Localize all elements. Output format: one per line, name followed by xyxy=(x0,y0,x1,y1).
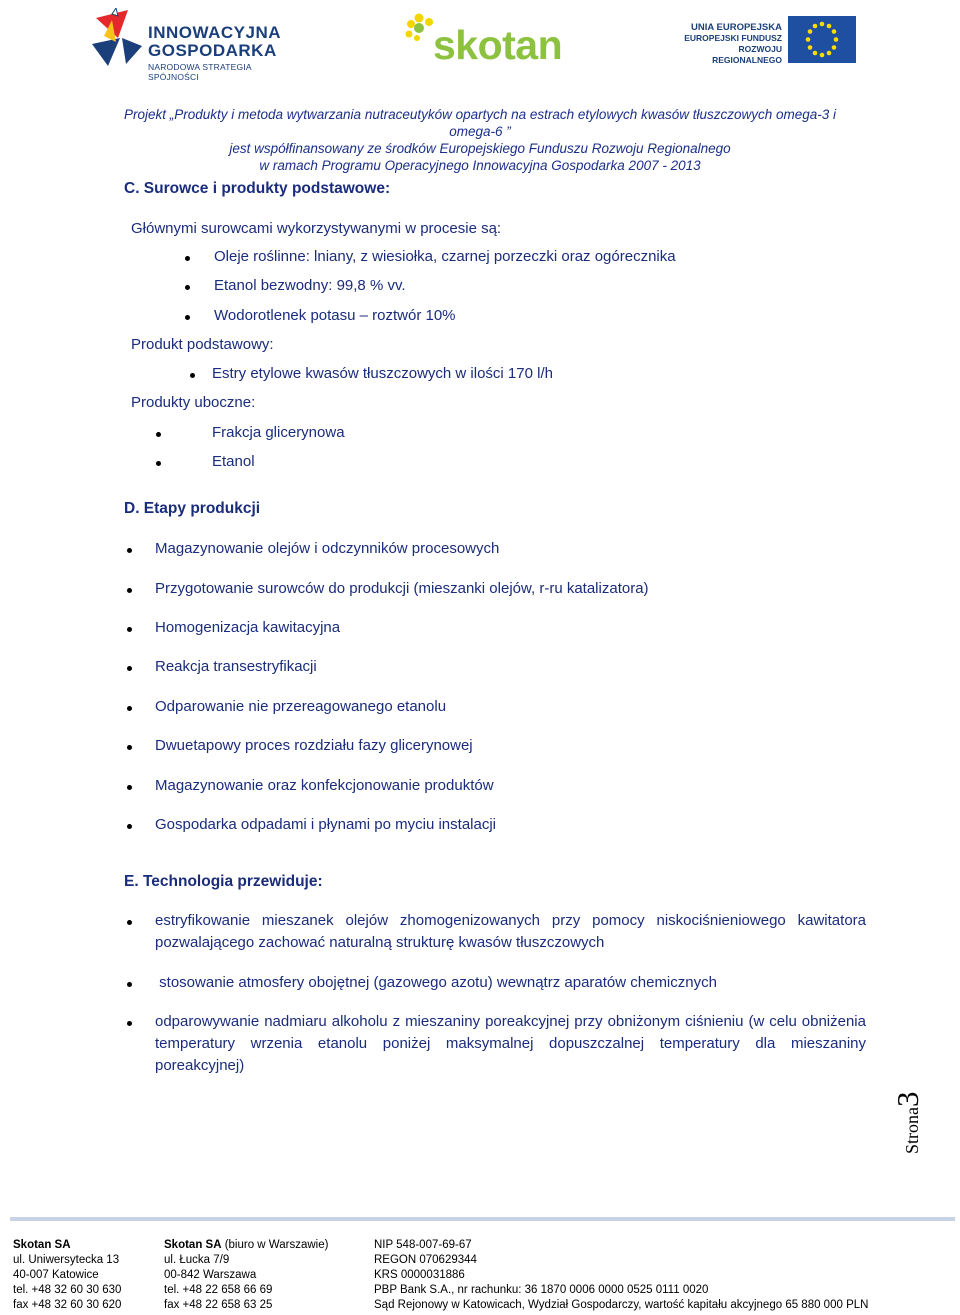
footer-divider xyxy=(10,1217,955,1221)
section-c-intro: Głównymi surowcami wykorzystywanymi w procesie są: xyxy=(131,220,502,237)
page-word: Strona xyxy=(902,1107,922,1154)
section-e-heading: E. Technologia przewiduje: xyxy=(124,873,323,890)
company-name: Skotan SA xyxy=(13,1239,71,1251)
production-step: Gospodarka odpadami i płynami po myciu instalacji xyxy=(155,816,497,833)
innowacyjna-gospodarka-logo xyxy=(90,8,300,82)
krs-line: KRS 0000031886 xyxy=(374,1269,465,1281)
section-c-heading: C. Surowce i produkty podstawowe: xyxy=(124,180,391,197)
raw-material-item: Etanol bezwodny: 99,8 % vv. xyxy=(214,277,406,294)
page-num: 3 xyxy=(890,1091,925,1107)
bullet xyxy=(127,666,132,671)
byproduct-item: Frakcja glicerynowa xyxy=(212,424,345,441)
bullet xyxy=(127,1021,132,1026)
production-step: Homogenizacja kawitacyjna xyxy=(155,619,341,636)
production-step: Odparowanie nie przereagowanego etanolu xyxy=(155,698,447,715)
bullet xyxy=(190,373,195,378)
bullet xyxy=(127,982,132,987)
bullet xyxy=(127,548,132,553)
address-line: 40-007 Katowice xyxy=(13,1269,99,1281)
main-product-item: Estry etylowe kwasów tłuszczowych w ilości 170 l/h xyxy=(212,365,553,382)
logo-title: INNOWACYJNA GOSPODARKA xyxy=(148,23,282,60)
address-line: ul. Łucka 7/9 xyxy=(164,1254,230,1266)
nip-line: NIP 548-007-69-67 xyxy=(374,1239,472,1251)
production-step: Przygotowanie surowców do produkcji (mieszanki olejów, r-ru katalizatora) xyxy=(155,580,649,597)
skotan-wordmark: skotan xyxy=(433,22,563,68)
footer-col-registry xyxy=(374,1238,868,1313)
bullet xyxy=(127,745,132,750)
footer-col-hq xyxy=(13,1238,121,1313)
production-step: Dwuetapowy proces rozdziału fazy glicerynowej xyxy=(155,737,473,754)
bullet xyxy=(156,432,161,437)
byproduct-item: Etanol xyxy=(212,453,255,470)
bullet xyxy=(185,285,190,290)
company-name: Skotan SA xyxy=(164,1239,222,1251)
bullet xyxy=(127,627,132,632)
main-product-label: Produkt podstawowy: xyxy=(131,336,274,353)
regon-line: REGON 070629344 xyxy=(374,1254,477,1266)
bullet xyxy=(127,920,132,925)
raw-material-item: Wodorotlenek potasu – roztwór 10% xyxy=(214,307,456,324)
address-line: ul. Uniwersytecka 13 xyxy=(13,1254,120,1266)
bullet xyxy=(127,785,132,790)
skotan-logo xyxy=(405,12,575,68)
fax-line: fax +48 32 60 30 620 xyxy=(13,1299,122,1311)
logo-tagline: NARODOWA STRATEGIA SPÓJNOŚCI xyxy=(148,62,252,82)
production-step: Magazynowanie oraz konfekcjonowanie produktów xyxy=(155,777,494,794)
bullet xyxy=(156,461,161,466)
production-step: Magazynowanie olejów i odczynników procesowych xyxy=(155,540,500,557)
byproducts-label: Produkty uboczne: xyxy=(131,394,256,411)
bullet xyxy=(127,706,132,711)
eu-logo xyxy=(668,16,856,64)
phone-line: tel. +48 22 658 66 69 xyxy=(164,1284,273,1296)
eu-flag xyxy=(788,16,856,63)
bullet xyxy=(185,256,190,261)
technology-item: estryfikowanie mieszanek olejów zhomogenizowanych przy pomocy niskociśnieniowego kawitatora pozwalającego zachować naturalną strukturę kwasów tłuszczowych xyxy=(155,912,866,951)
bullet xyxy=(127,824,132,829)
production-step: Reakcja transestryfikacji xyxy=(155,658,317,675)
project-line-3: w ramach Programu Operacyjnego Innowacyjna Gospodarka 2007 - 2013 xyxy=(259,158,701,173)
section-d-heading: D. Etapy produkcji xyxy=(124,500,261,517)
eu-logo-text: UNIA EUROPEJSKA EUROPEJSKI FUNDUSZ ROZWOJU REGIONALNEGO xyxy=(684,22,782,65)
project-line-1: Projekt „Produkty i metoda wytwarzania nutraceutyków opartych na estrach etylowych kwasów tłuszczowych omega-3 i omega-6 ” xyxy=(123,107,837,139)
fax-line: fax +48 22 658 63 25 xyxy=(164,1299,273,1311)
office-note: (biuro w Warszawie) xyxy=(221,1239,329,1251)
footer-col-warsaw xyxy=(164,1238,328,1313)
court-line: Sąd Rejonowy w Katowicach, Wydział Gospodarczy, wartość kapitału akcyjnego 65 880 000 PLN xyxy=(374,1299,869,1311)
bullet xyxy=(127,588,132,593)
technology-item: stosowanie atmosfery obojętnej (gazowego azotu) wewnątrz aparatów chemicznych xyxy=(155,974,717,991)
phone-line: tel. +48 32 60 30 630 xyxy=(13,1284,122,1296)
page-number xyxy=(890,1070,950,1160)
project-line-2: jest współfinansowany ze środków Europejskiego Funduszu Rozwoju Regionalnego xyxy=(229,141,731,156)
project-header xyxy=(100,106,860,174)
eu-stars-icon xyxy=(788,16,856,63)
innowacyjna-gospodarka-emblem xyxy=(90,8,146,70)
bank-line: PBP Bank S.A., nr rachunku: 36 1870 0006 0000 0525 0111 0020 xyxy=(374,1284,709,1296)
technology-item: odparowywanie nadmiaru alkoholu z mieszaniny poreakcyjnej przy obniżonym ciśnieniu (w celu obniżenia temperatury wrzenia etanolu poniżej maksymalnej dopuszczalnej temperatury dla mieszaniny poreakcyjnej) xyxy=(155,1013,866,1074)
bullet xyxy=(185,315,190,320)
address-line: 00-842 Warszawa xyxy=(164,1269,257,1281)
raw-material-item: Oleje roślinne: lniany, z wiesiołka, czarnej porzeczki oraz ogórecznika xyxy=(214,248,676,265)
